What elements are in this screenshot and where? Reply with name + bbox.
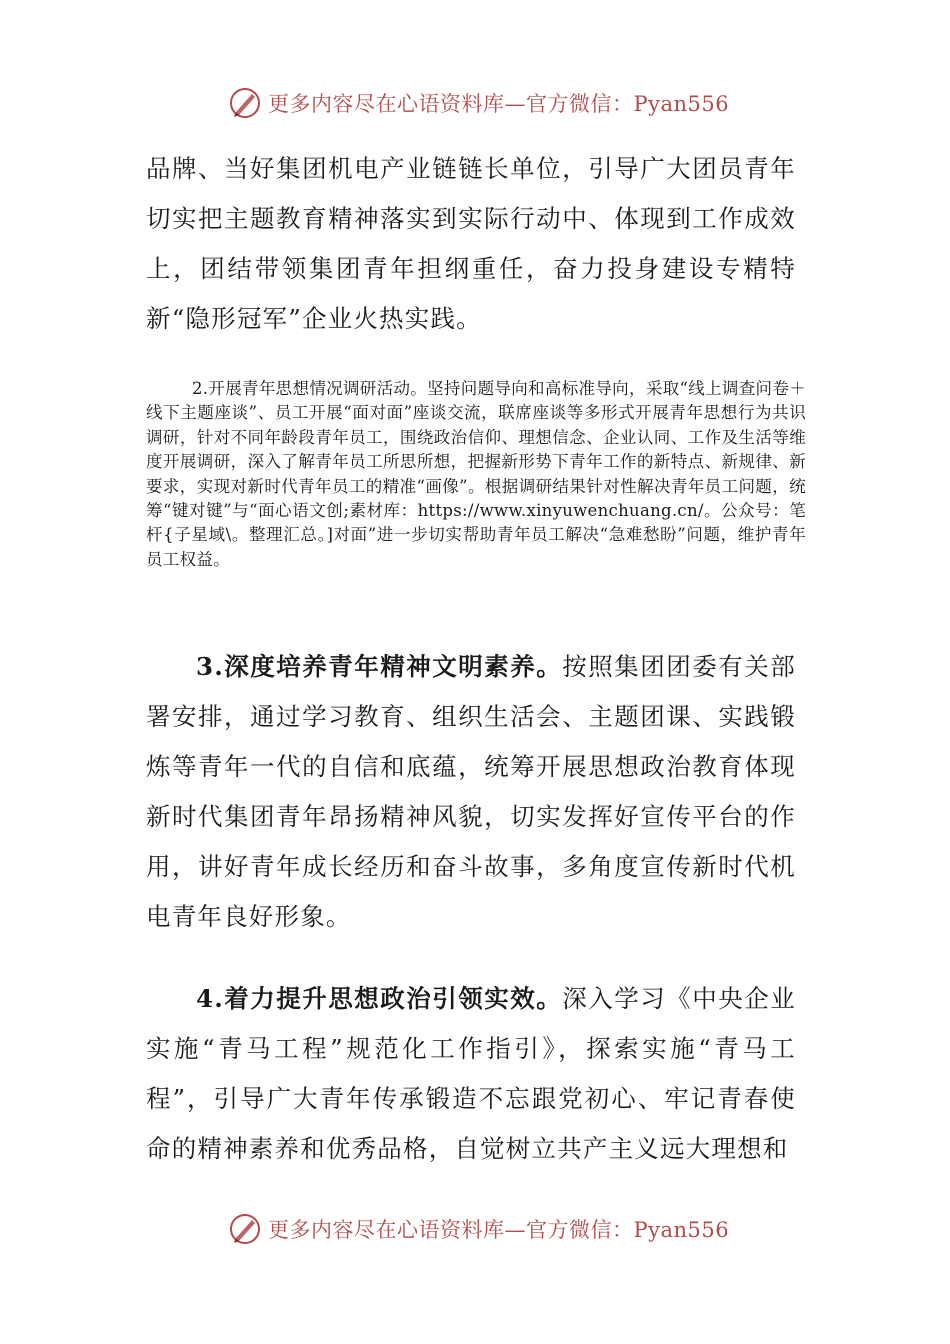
paragraph-body: 深入学习《中央企业实施“青马工程”规范化工作指引》，探索实施“青马工程”，引导广大青年传承锻造不忘跟党初心、牢记青春使命的精神素养和优秀品格，自觉树立共产主义远大理想和 xyxy=(146,984,796,1163)
pen-logo-icon xyxy=(228,86,262,120)
header-watermark-text: 更多内容尽在心语资料库—官方微信：Pyan556 xyxy=(268,92,730,116)
paragraph-research-activity: 2.开展青年思想情况调研活动。坚持问题导向和高标准导向，采取“线上调查问卷＋线下主题座谈”、员工开展“面对面”座谈交流，联席座谈等多形式开展青年思想行为共识调研，针对不同年龄段青年员工，围绕政治信仰、理想信念、企业认同、工作及生活等维度开展调研，深入了解青年员工所思所想，把握新形势下青年工作的新特点、新规律、新要求，实现对新时代青年员工的精准“画像”。根据调研结果针对性解决青年员工问题，统筹“键对键”与“面心语文创;素材库：https://www.xinyuwenchuang.cn/。公众号：笔杆{子星域\。整理汇总。]对面”进一步切实帮助青年员工解决“急难愁盼”问题，维护青年员工权益。 xyxy=(146,379,806,569)
footer-watermark-text: 更多内容尽在心语资料库—官方微信：Pyan556 xyxy=(268,1218,730,1242)
pen-logo-icon xyxy=(228,1212,262,1246)
paragraph-continuation: 品牌、当好集团机电产业链链长单位，引导广大团员青年切实把主题教育精神落实到实际行动中、体现到工作成效上，团结带领集团青年担纲重任，奋力投身建设专精特新“隐形冠军”企业火热实践。 xyxy=(146,154,796,333)
paragraph-political-guidance xyxy=(146,974,796,1174)
footer-watermark-banner xyxy=(228,1212,748,1246)
paragraph-body: 按照集团团委有关部署安排，通过学习教育、组织生活会、主题团课、实践锻炼等青年一代的自信和底蕴，统筹开展思想政治教育体现新时代集团青年昂扬精神风貌，切实发挥好宣传平台的作用，讲好青年成长经历和奋斗故事，多角度宣传新时代机电青年良好形象。 xyxy=(146,652,796,931)
header-watermark-banner xyxy=(228,86,748,120)
paragraph-heading: 3.深度培养青年精神文明素养。 xyxy=(196,652,563,681)
paragraph-spiritual-literacy xyxy=(146,642,796,942)
paragraph-heading: 4.着力提升思想政治引领实效。 xyxy=(196,984,563,1013)
